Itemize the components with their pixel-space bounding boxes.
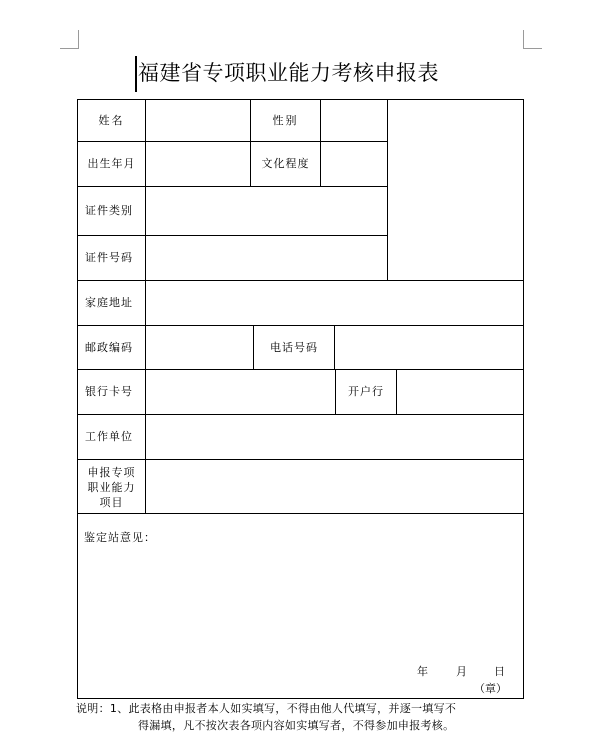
- phone-input[interactable]: [335, 326, 523, 369]
- phone-label: 电话号码: [270, 340, 318, 354]
- birth-input[interactable]: [146, 142, 250, 186]
- bank-input[interactable]: [397, 370, 523, 414]
- name-input[interactable]: [146, 100, 250, 141]
- employer-input[interactable]: [146, 415, 523, 459]
- gender-input[interactable]: [321, 100, 387, 141]
- photo-area[interactable]: [388, 100, 523, 280]
- address-label: 家庭地址: [85, 296, 133, 309]
- postcode-input[interactable]: [146, 326, 253, 369]
- project-input[interactable]: [146, 460, 523, 513]
- project-label-line: 项目: [99, 495, 124, 509]
- address-input[interactable]: [146, 281, 523, 325]
- education-label: 文化程度: [261, 157, 310, 170]
- bank-label: 开户行: [348, 385, 384, 398]
- footnote-line: 说明：1、此表格由申报者本人如实填写，不得由他人代填写，并逐一填写不: [76, 702, 457, 715]
- id-type-label: 证件类别: [85, 204, 133, 217]
- project-label: [78, 460, 145, 514]
- birth-label: 出生年月: [87, 157, 136, 170]
- education-input[interactable]: [321, 142, 387, 186]
- table-border-bottom: [77, 698, 524, 699]
- page-corner-mark-top-right: [523, 30, 542, 49]
- table-border-right: [523, 99, 524, 699]
- date-day-label: 日: [494, 665, 505, 678]
- seal-label: （章）: [474, 682, 507, 695]
- postcode-label: 邮政编码: [85, 340, 133, 354]
- footnote-line: 得漏填，凡不按次表各项内容如实填写者，不得参加申报考核。: [138, 719, 455, 732]
- date-year-label: 年: [417, 665, 428, 678]
- id-number-label: 证件号码: [85, 251, 133, 264]
- bank-card-input[interactable]: [146, 370, 335, 414]
- page-corner-mark-top-left: [60, 30, 79, 49]
- opinion-label: 鉴定站意见：: [84, 531, 156, 544]
- id-number-input[interactable]: [146, 236, 387, 280]
- gender-label: 性别: [272, 113, 299, 127]
- date-month-label: 月: [456, 665, 467, 678]
- name-label: 姓名: [98, 113, 125, 127]
- bank-card-label: 银行卡号: [85, 385, 133, 398]
- employer-label: 工作单位: [85, 430, 133, 443]
- id-type-input[interactable]: [146, 187, 387, 235]
- footnote: [76, 700, 526, 734]
- form-title: 福建省专项职业能力考核申报表: [138, 61, 439, 85]
- opinion-input[interactable]: [78, 548, 523, 658]
- project-label-line: 职业能力: [87, 480, 136, 494]
- project-label-line: 申报专项: [87, 465, 136, 479]
- text-cursor: [135, 56, 137, 92]
